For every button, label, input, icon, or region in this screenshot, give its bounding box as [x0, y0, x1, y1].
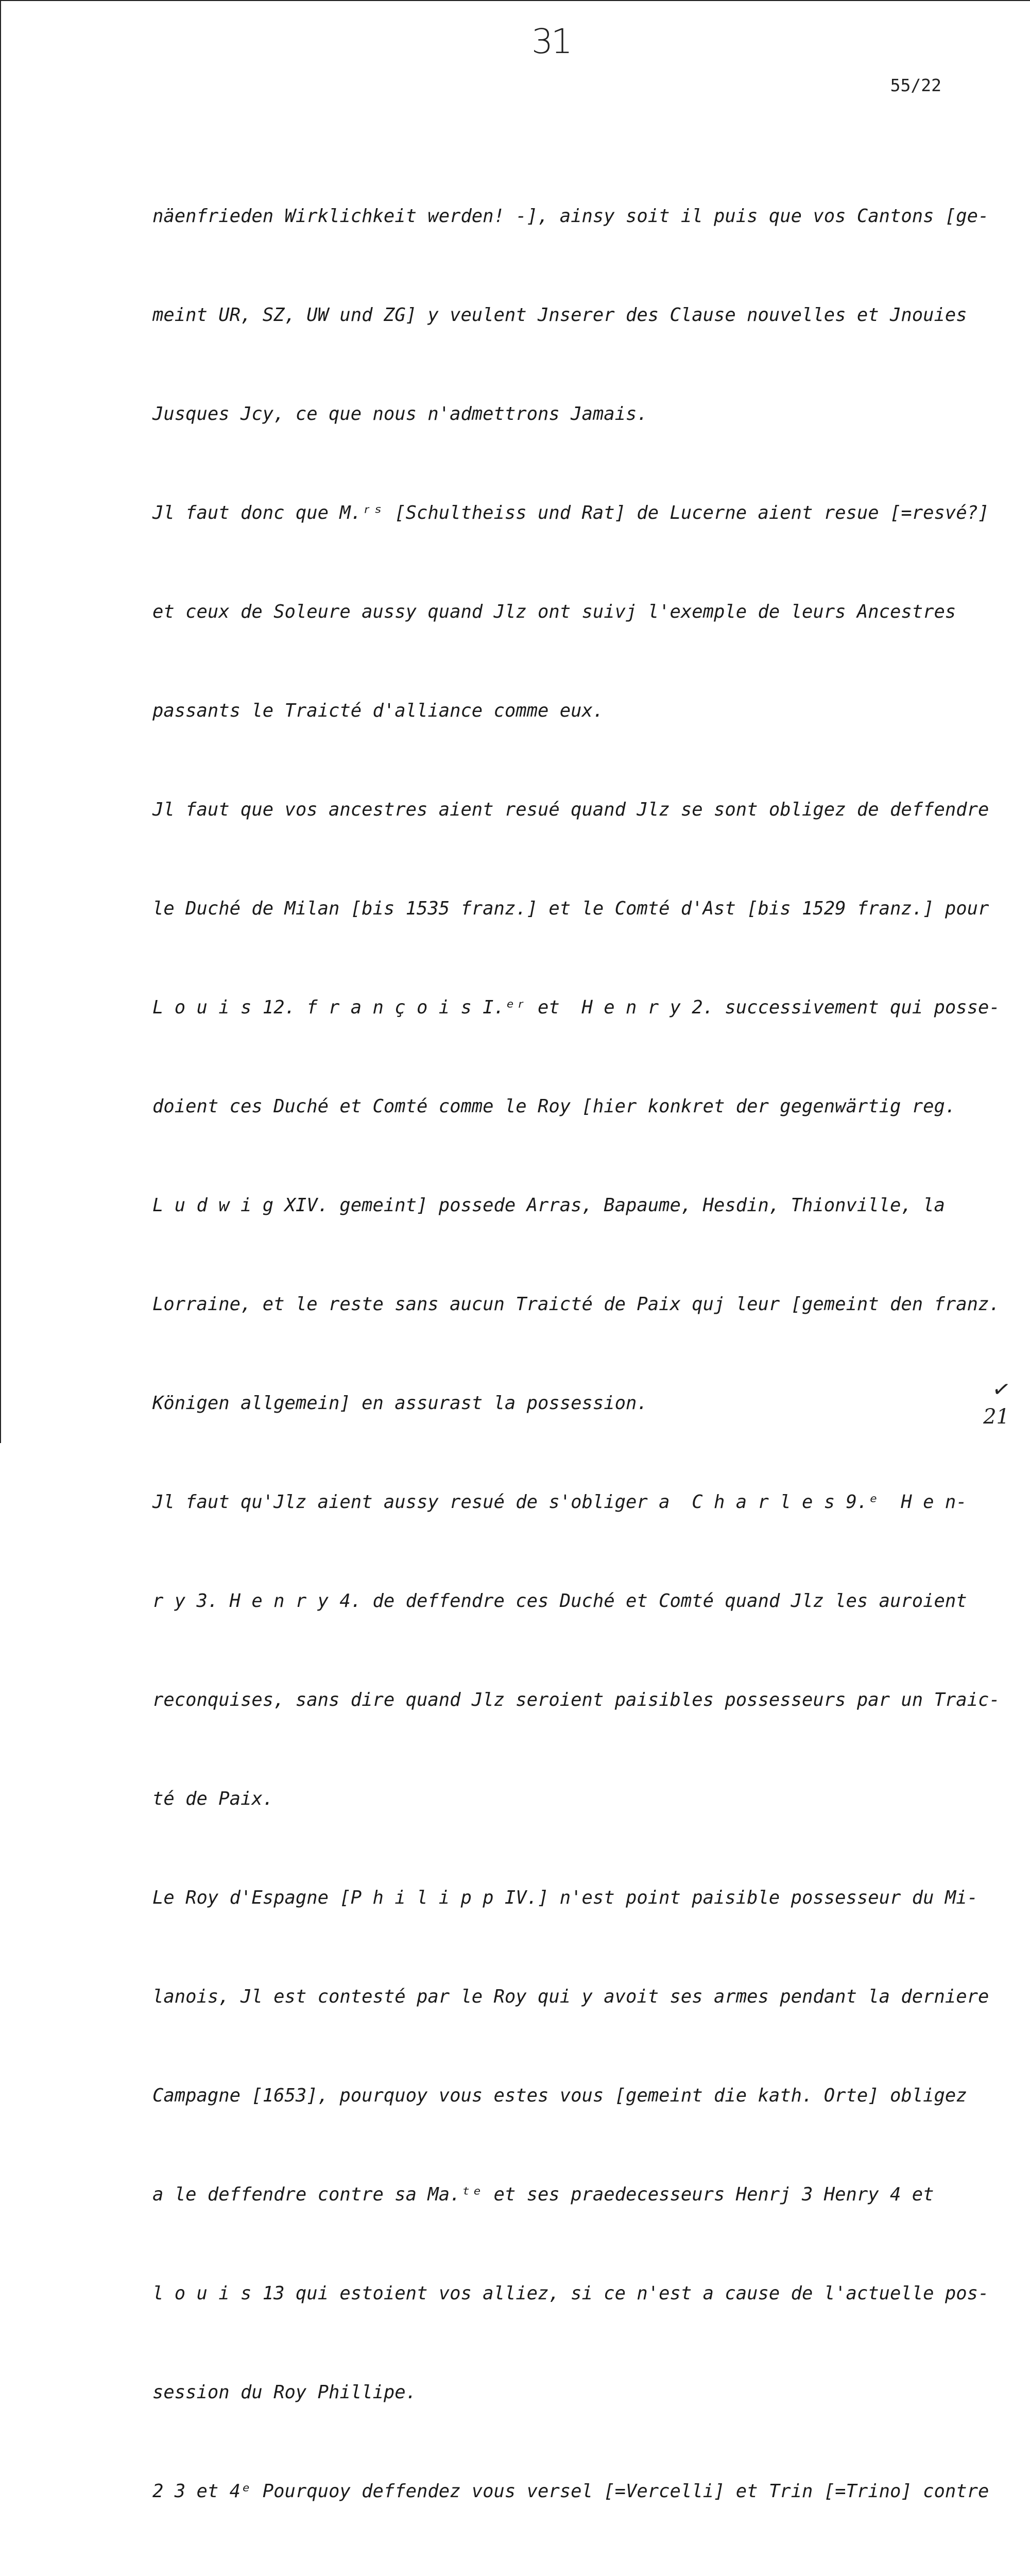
text-line: passants le Traicté d'alliance comme eux.: [152, 700, 604, 721]
text-line: Jusques Jcy, ce que nous n'admettrons Jamais.: [152, 403, 648, 425]
text-line: reconquises, sans dire quand Jlz seroient paisibles possesseurs par un Traic-: [152, 1689, 1000, 1710]
sheet-number: 21: [983, 1405, 1009, 1429]
text-line: L u d w i g XIV. gemeint] possede Arras, Bapaume, Hesdin, Thionville, la: [152, 1195, 945, 1216]
text-line: näenfrieden Wirklichkeit werden! -], ainsy soit il puis que vos Cantons [ge-: [152, 206, 989, 227]
folio-number: 31: [531, 22, 571, 61]
text-line: Le Roy d'Espagne [P h i l i p p IV.] n'est point paisible possesseur du Mi-: [152, 1887, 978, 1908]
text-line: meint UR, SZ, UW und ZG] y veulent Jnserer des Clause nouvelles et Jnouies: [152, 304, 967, 326]
text-line: lanois, Jl est contesté par le Roy qui y avoit ses armes pendant la derniere: [152, 1986, 989, 2007]
text-line: Jl faut qu'Jlz aient aussy resué de s'obliger a C h a r l e s 9.ᵉ H e n-: [152, 1492, 967, 1513]
checkmark-icon: ✓: [990, 1375, 1012, 1403]
text-line: L o u i s 12. f r a n ç o i s I.ᵉʳ et H e n r y 2. successivement qui posse-: [152, 997, 1000, 1018]
text-line: a le deffendre contre sa Ma.ᵗᵉ et ses praedecesseurs Henrj 3 Henry 4 et: [152, 2184, 934, 2205]
text-line: Jl faut donc que M.ʳˢ [Schultheiss und Rat] de Lucerne aient resue [=resvé?]: [152, 502, 989, 523]
text-line: [152, 2574, 956, 2576]
document-reference: 55/22: [890, 75, 941, 95]
text-line: l o u i s 13 qui estoient vos alliez, si ce n'est a cause de l'actuelle pos-: [152, 2283, 989, 2304]
text-line: r y 3. H e n r y 4. de deffendre ces Duché et Comté quand Jlz les auroient: [152, 1590, 967, 1612]
text-line: et ceux de Soleure aussy quand Jlz ont suivj l'exemple de leurs Ancestres: [152, 601, 956, 622]
text-line: té de Paix.: [152, 1788, 274, 1809]
text-line: Königen allgemein] en assurast la possession.: [152, 1393, 648, 1414]
text-line: session du Roy Phillipe.: [152, 2382, 417, 2403]
text-line: 2 3 et 4ᵉ Pourquoy deffendez vous versel [=Vercelli] et Trin [=Trino] contre: [152, 2481, 989, 2502]
text-line: le Duché de Milan [bis 1535 franz.] et le Comté d'Ast [bis 1529 franz.] pour: [152, 898, 989, 919]
text-line: Lorraine, et le reste sans aucun Traicté de Paix quj leur [gemeint den franz.: [152, 1294, 1000, 1315]
text-line: Jl faut que vos ancestres aient resué quand Jlz se sont obligez de deffendre: [152, 799, 989, 820]
text-line: doient ces Duché et Comté comme le Roy [hier konkret der gegenwärtig reg.: [152, 1096, 956, 1117]
text-line: Campagne [1653], pourquoy vous estes vous [gemeint die kath. Orte] obligez: [152, 2085, 967, 2106]
